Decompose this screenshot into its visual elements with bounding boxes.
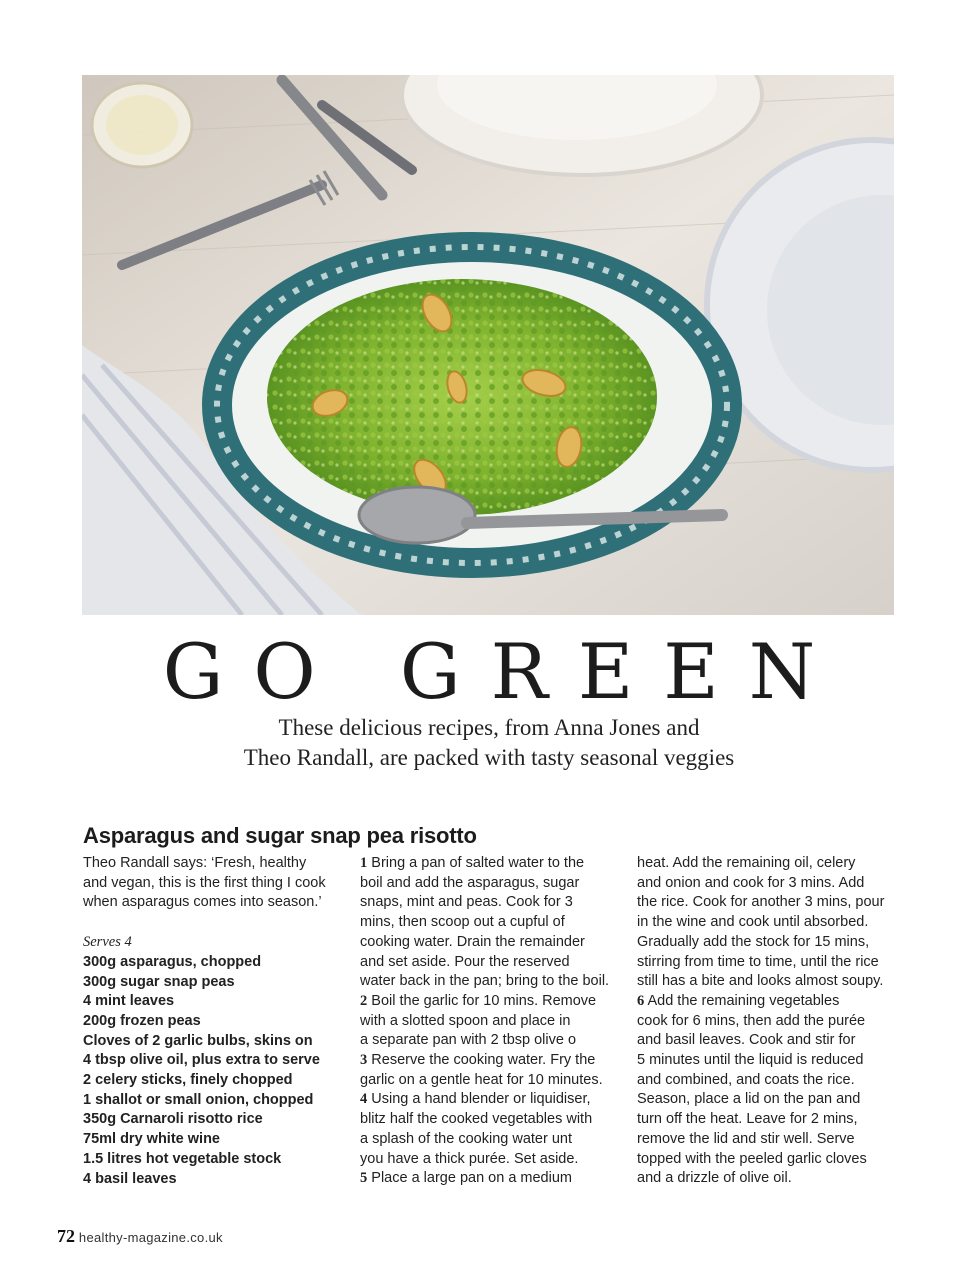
method-line	[637, 913, 902, 933]
method-text: water back in the pan; bring to the boil.	[360, 973, 610, 990]
method-line	[360, 933, 625, 953]
method-text: and set aside. Pour the reserved	[360, 953, 570, 970]
intro-line: and vegan, this is the first thing I cook	[83, 874, 326, 891]
method-text: you have a thick purée. Set aside.	[360, 1150, 579, 1167]
method-line	[637, 1169, 902, 1189]
method-line	[637, 1012, 902, 1032]
standfirst-line: These delicious recipes, from Anna Jones and	[278, 715, 700, 740]
ingredient-item: 4 mint leaves	[83, 993, 175, 1010]
method-text: in the wine and cook until absorbed.	[637, 914, 869, 931]
recipe-title: Asparagus and sugar snap pea risotto	[83, 823, 477, 848]
method-line	[360, 1031, 625, 1051]
ingredient-item: 300g sugar snap peas	[83, 973, 235, 990]
method-line	[360, 1071, 625, 1091]
method-text: garlic on a gentle heat for 10 minutes.	[360, 1071, 603, 1088]
ingredient-item: 350g Carnaroli risotto rice	[83, 1111, 263, 1128]
page-number: 72	[57, 1226, 75, 1246]
method-line	[360, 953, 625, 973]
method-line	[360, 1130, 625, 1150]
method-column-2	[360, 854, 625, 1189]
method-text: heat. Add the remaining oil, celery	[637, 855, 856, 871]
method-text: and basil leaves. Cook and stir for	[637, 1032, 856, 1049]
page-footer	[57, 1226, 223, 1247]
method-line	[637, 893, 902, 913]
method-line	[360, 913, 625, 933]
method-line	[637, 1051, 902, 1071]
method-line	[637, 854, 902, 874]
method-line	[360, 854, 625, 874]
method-line	[360, 874, 625, 894]
method-text: turn off the heat. Leave for 2 mins,	[637, 1111, 858, 1128]
method-text: Reserve the cooking water. Fry the	[367, 1052, 596, 1069]
method-text: cooking water. Drain the remainder	[360, 933, 585, 950]
footer-site: healthy-magazine.co.uk	[78, 1230, 223, 1245]
risotto-photo-illustration	[82, 75, 894, 615]
method-text: 5 minutes until the liquid is reduced	[637, 1052, 864, 1069]
step-number: 6	[637, 992, 645, 1009]
method-line	[360, 1150, 625, 1170]
risotto-photo	[82, 75, 894, 615]
method-line	[360, 1051, 625, 1071]
step-number: 5	[360, 1170, 368, 1187]
method-text: Gradually add the stock for 15 mins,	[637, 933, 870, 950]
method-text: and combined, and coats the rice.	[637, 1071, 855, 1088]
method-line	[637, 972, 902, 992]
method-text: and onion and cook for 3 mins. Add	[637, 874, 865, 891]
method-text: a separate pan with 2 tbsp olive o	[360, 1032, 577, 1049]
method-text: Place a large pan on a medium	[367, 1170, 572, 1187]
ingredient-item: 4 tbsp olive oil, plus extra to serve	[83, 1052, 320, 1069]
method-line	[637, 1150, 902, 1170]
step-number: 1	[360, 855, 368, 871]
ingredient-item: 75ml dry white wine	[83, 1131, 220, 1148]
ingredient-item: 1.5 litres hot vegetable stock	[83, 1150, 282, 1167]
method-line	[360, 1169, 625, 1189]
step-number: 4	[360, 1091, 368, 1108]
method-line	[637, 1031, 902, 1051]
method-text: a splash of the cooking water unt	[360, 1130, 572, 1147]
method-text: Add the remaining vegetables	[644, 992, 840, 1009]
method-text: still has a bite and looks almost soupy.	[637, 973, 884, 990]
method-text: cook for 6 mins, then add the purée	[637, 1012, 866, 1029]
method-text: blitz half the cooked vegetables with	[360, 1111, 593, 1128]
method-line	[360, 1090, 625, 1110]
method-line	[360, 992, 625, 1012]
method-line	[637, 953, 902, 973]
ingredient-item: Cloves of 2 garlic bulbs, skins on	[83, 1032, 313, 1049]
method-text: boil and add the asparagus, sugar	[360, 874, 580, 891]
method-line	[637, 933, 902, 953]
ingredient-item: 300g asparagus, chopped	[83, 953, 262, 970]
standfirst	[0, 713, 978, 773]
method-text: Boil the garlic for 10 mins. Remove	[367, 992, 597, 1009]
intro-line: Theo Randall says: ‘Fresh, healthy	[83, 855, 307, 871]
method-text: remove the lid and stir well. Serve	[637, 1130, 855, 1147]
method-line	[637, 1130, 902, 1150]
method-text: Bring a pan of salted water to the	[367, 855, 585, 871]
method-text: snaps, mint and peas. Cook for 3	[360, 894, 573, 911]
method-line	[637, 1110, 902, 1130]
method-text: stirring from time to time, until the rice	[637, 953, 879, 970]
ingredient-item: 1 shallot or small onion, chopped	[83, 1091, 314, 1108]
method-text: Season, place a lid on the pan and	[637, 1091, 861, 1108]
step-number: 2	[360, 992, 368, 1009]
method-text: the rice. Cook for another 3 mins, pour	[637, 894, 885, 911]
method-text: topped with the peeled garlic cloves	[637, 1150, 867, 1167]
intro-line: when asparagus comes into season.’	[83, 894, 322, 911]
serves-label: Serves 4	[83, 934, 132, 951]
ingredient-item: 2 celery sticks, finely chopped	[83, 1072, 293, 1089]
method-text: and a drizzle of olive oil.	[637, 1170, 792, 1187]
method-column-3	[637, 854, 902, 1189]
method-line	[360, 893, 625, 913]
ingredient-item: 4 basil leaves	[83, 1170, 177, 1187]
method-line	[637, 874, 902, 894]
step-number: 3	[360, 1052, 368, 1069]
method-text: mins, then scoop out a cupful of	[360, 914, 565, 931]
method-text: Using a hand blender or liquidiser,	[367, 1091, 591, 1108]
recipe-intro-column	[83, 854, 348, 1189]
standfirst-line: Theo Randall, are packed with tasty seasonal veggies	[243, 745, 735, 770]
method-line	[360, 1012, 625, 1032]
method-line	[637, 1071, 902, 1091]
method-line	[637, 992, 902, 1012]
method-text: with a slotted spoon and place in	[360, 1012, 571, 1029]
page-headline: GO GREEN	[162, 627, 846, 716]
method-line	[360, 1110, 625, 1130]
method-line	[637, 1090, 902, 1110]
ingredient-item: 200g frozen peas	[83, 1012, 201, 1029]
method-line	[360, 972, 625, 992]
